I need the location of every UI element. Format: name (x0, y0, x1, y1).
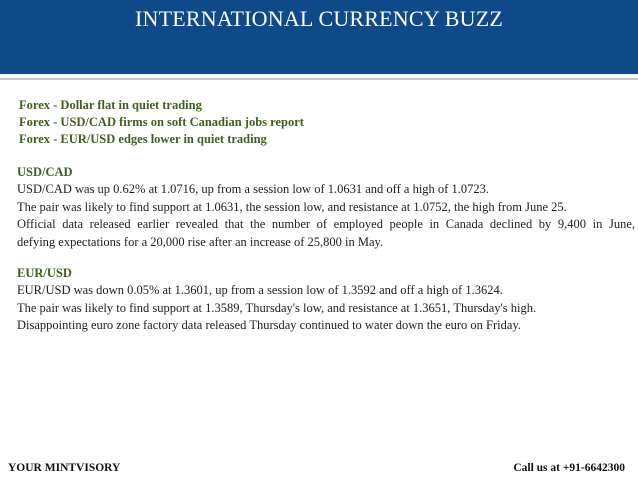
body-line: Official data released earlier revealed that the number of employed people in Canada declined by 9,400 in June, (17, 217, 635, 231)
body-line: The pair was likely to find support at 1.0631, the session low, and resistance at 1.0752, the high from June 25. (17, 199, 567, 214)
page-title: INTERNATIONAL CURRENCY BUZZ (135, 6, 503, 31)
section-title-eurusd: EUR/USD (17, 266, 72, 280)
header-divider (0, 78, 638, 80)
headline-item[interactable]: Forex - EUR/USD edges lower in quiet trading (19, 132, 267, 146)
body-line: The pair was likely to find support at 1.3589, Thursday's low, and resistance at 1.3651, Thursday's high. (17, 300, 537, 315)
headline-item[interactable]: Forex - USD/CAD firms on soft Canadian jobs report (19, 115, 304, 129)
footer-contact: Call us at +91-6642300 (513, 462, 625, 474)
headline-list (19, 97, 304, 148)
section-body-usdcad (17, 181, 635, 251)
body-line: Disappointing euro zone factory data released Thursday continued to water down the euro on Friday. (17, 318, 522, 332)
body-line: USD/CAD was up 0.62% at 1.0716, up from a session low of 1.0631 and off a high of 1.0723. (17, 182, 489, 196)
footer-brand: YOUR MINTVISORY (8, 462, 121, 474)
section-body-eurusd (17, 282, 635, 335)
body-line: EUR/USD was down 0.05% at 1.3601, up from a session low of 1.3592 and off a high of 1.3624. (17, 283, 503, 297)
body-line: defying expectations for a 20,000 rise after an increase of 25,800 in May. (17, 234, 384, 249)
section-title-usdcad: USD/CAD (17, 165, 73, 179)
header-banner (0, 0, 638, 74)
headline-item[interactable]: Forex - Dollar flat in quiet trading (19, 98, 202, 112)
